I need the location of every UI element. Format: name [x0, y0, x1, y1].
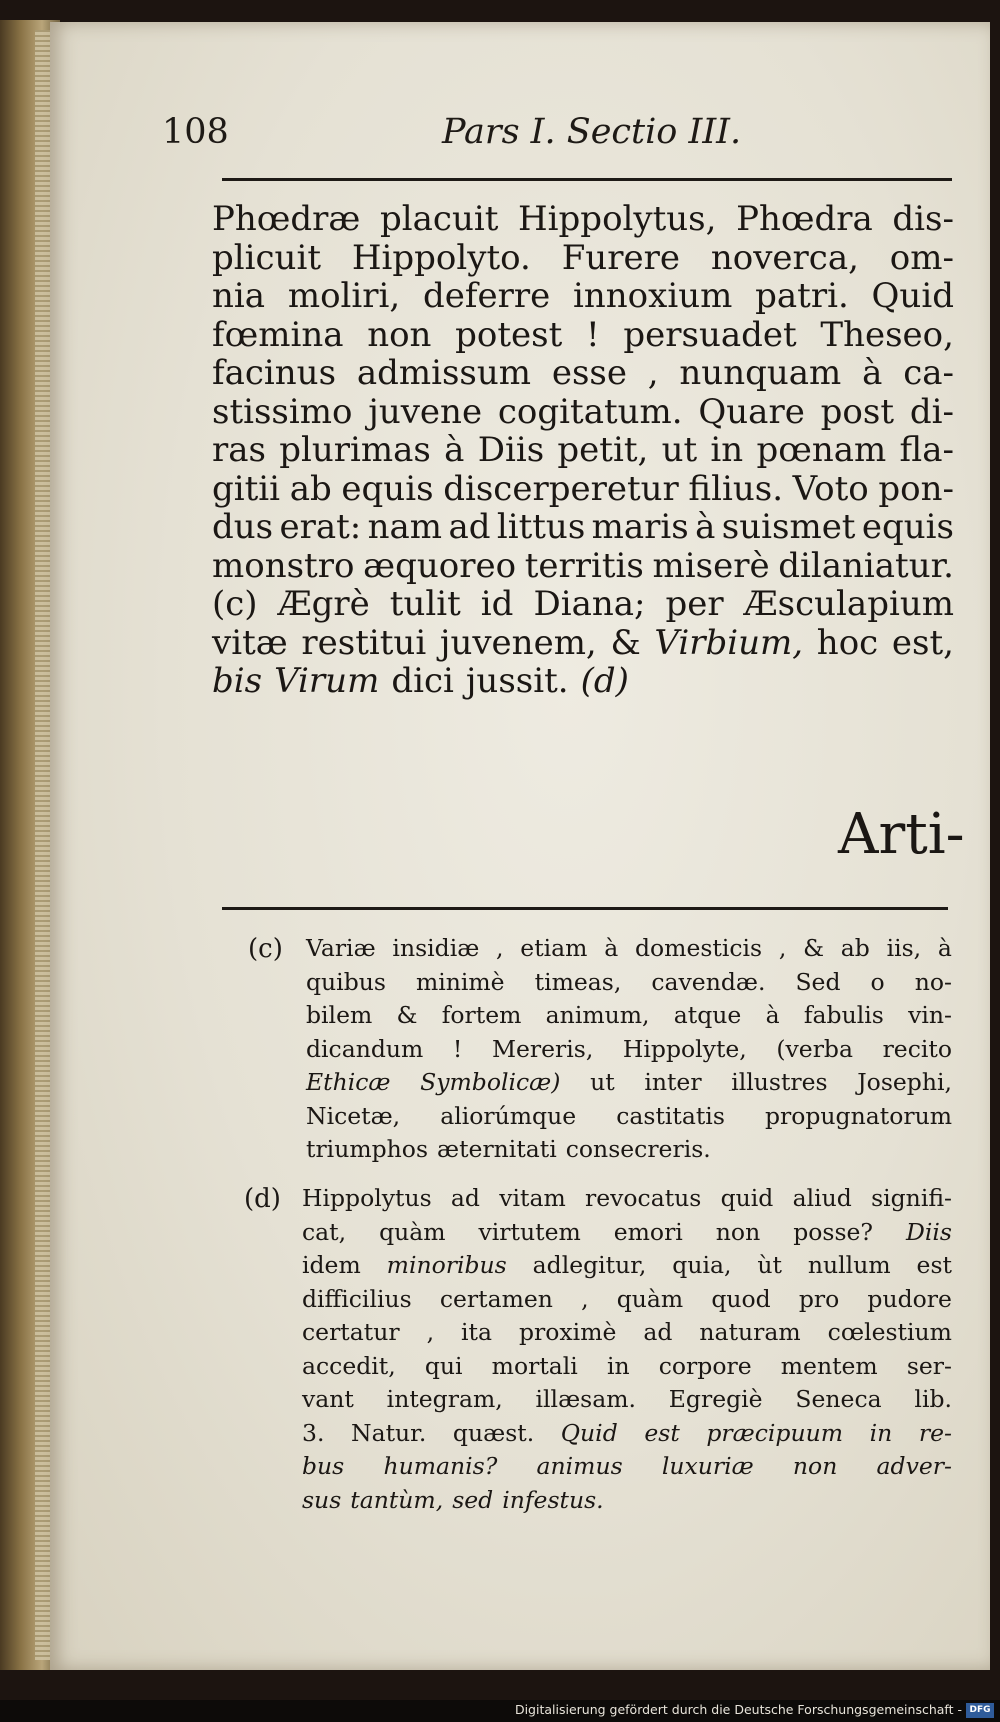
word: nunquam [679, 353, 842, 393]
word: facinus [212, 353, 337, 393]
word: Quare [698, 391, 805, 432]
word: juvene [368, 391, 483, 432]
word: per [665, 584, 724, 624]
word: animum, [545, 1001, 650, 1029]
word: equis [861, 507, 954, 547]
word: vin- [908, 1001, 952, 1029]
dfg-logo: DFG [966, 1703, 994, 1718]
word: gitii [212, 468, 281, 509]
word: certamen [439, 1284, 553, 1313]
word: Nicetæ, [306, 1101, 401, 1130]
text-line [302, 1182, 952, 1216]
word: fœmina [212, 314, 344, 355]
word: ad [448, 507, 491, 547]
page-number: 108 [162, 112, 229, 152]
word: illæsam. [535, 1385, 636, 1413]
text-line [302, 1216, 952, 1250]
word: & [610, 622, 641, 663]
word: Virbium, [654, 622, 804, 663]
word: mortali [491, 1351, 578, 1380]
header-rule [222, 178, 952, 181]
word: Quid [871, 276, 954, 316]
text-line [212, 239, 954, 278]
text-line [306, 1100, 952, 1134]
word: sed [452, 1485, 494, 1514]
word: , [581, 1284, 589, 1313]
word: insidiæ [392, 934, 480, 962]
text-line [212, 200, 954, 239]
word: bus [302, 1452, 345, 1480]
word: Hippolyto. [351, 237, 531, 278]
word: pon- [878, 468, 954, 509]
word: (d) [580, 661, 629, 701]
word: est [644, 1418, 680, 1447]
text-line [212, 431, 954, 470]
text-line [212, 547, 954, 586]
word: dici [391, 661, 454, 701]
word: minimè [415, 967, 505, 996]
word: dicandum [306, 1034, 424, 1063]
word: quid [720, 1184, 774, 1212]
running-title: Pars I. Sectio III. [442, 112, 742, 152]
word: integram, [386, 1385, 503, 1413]
word: moliri, [287, 276, 401, 316]
word: , [647, 353, 659, 393]
text-line [306, 1033, 952, 1067]
word: Egregiè [668, 1385, 763, 1413]
word: accedit, [302, 1351, 396, 1380]
word: cavendæ. [651, 967, 766, 996]
word: recito [882, 1034, 952, 1063]
word: Ægrè [277, 584, 370, 624]
word: domesticis [634, 934, 763, 962]
word: equis [341, 468, 434, 509]
word: ad [643, 1318, 673, 1346]
word: id [480, 584, 514, 624]
word: virtutem [478, 1217, 581, 1246]
word: hoc [816, 622, 879, 663]
word: & [803, 934, 825, 962]
word: , [778, 934, 787, 962]
word: bilem [306, 1001, 373, 1029]
word: ser- [906, 1351, 952, 1380]
word: maris [591, 507, 689, 547]
word: iis, [886, 934, 922, 962]
catchword: Arti- [838, 802, 965, 867]
text-line [212, 585, 954, 624]
word: Hippolytus, [518, 199, 717, 239]
word: ad [450, 1184, 480, 1212]
footnote-d [302, 1182, 952, 1517]
word: est [916, 1251, 952, 1279]
word: tulit [389, 584, 461, 624]
word: re- [918, 1418, 952, 1447]
word: quibus [306, 967, 386, 996]
word: pudore [867, 1284, 952, 1313]
text-line [306, 1133, 952, 1167]
word: non [792, 1452, 838, 1480]
word: est, [891, 622, 954, 663]
word: noverca, [710, 237, 859, 278]
word: sus [302, 1485, 342, 1514]
word: illustres [731, 1068, 828, 1096]
word: triumphos [306, 1135, 428, 1163]
word: quod [711, 1284, 771, 1313]
text-line [302, 1316, 952, 1350]
word: Ethicæ [306, 1068, 391, 1096]
word: à [937, 934, 952, 962]
word: jussit. [465, 661, 569, 701]
word: Æsculapium [743, 584, 954, 624]
word: esse [551, 353, 627, 393]
text-line [302, 1249, 952, 1283]
word: Voto [792, 468, 869, 509]
word: certatur [302, 1318, 400, 1346]
word: timeas, [534, 967, 622, 996]
word: Quid [560, 1418, 618, 1447]
footnote-c-label: (c) [248, 934, 283, 964]
word: humanis? [383, 1452, 498, 1480]
word: adver- [876, 1452, 952, 1480]
word: lib. [914, 1385, 952, 1413]
word: om- [889, 237, 954, 278]
footnote-c [306, 932, 952, 1167]
text-line [212, 470, 954, 509]
word: littus [496, 507, 586, 547]
word: 3. [302, 1418, 325, 1447]
word: atque [673, 1001, 742, 1029]
word: , [496, 934, 504, 962]
text-line [302, 1283, 952, 1317]
word: tantùm, [350, 1485, 444, 1514]
word: dis- [892, 199, 954, 239]
word: petit, [557, 430, 649, 470]
text-line [212, 277, 954, 316]
word: minoribus [386, 1251, 507, 1279]
word: luxuriæ [661, 1452, 754, 1480]
footnote-d-label: (d) [244, 1184, 281, 1214]
word: aliorúmque [440, 1101, 577, 1130]
word: Hippolyte, [622, 1034, 747, 1063]
word: nia [212, 276, 266, 316]
word: patri. [755, 276, 849, 316]
word: cat, [302, 1217, 347, 1246]
word: qui [424, 1351, 463, 1380]
word: ras [212, 430, 266, 470]
word: aliud [792, 1184, 852, 1212]
word: in [869, 1418, 893, 1447]
word: ita [461, 1318, 493, 1346]
word: revocatus [584, 1184, 702, 1212]
word: Symbolicæ) [420, 1068, 561, 1096]
word: ca- [903, 353, 954, 393]
word: fabulis [803, 1001, 884, 1029]
word: æquoreo [363, 545, 517, 586]
text-line [302, 1350, 952, 1384]
word: (c) [212, 584, 258, 624]
word: miserè [652, 545, 770, 586]
word: proximè [519, 1318, 617, 1346]
word: etiam [520, 934, 588, 962]
word: pœnam [756, 430, 887, 470]
word: non [715, 1217, 761, 1246]
word: castitatis [616, 1101, 725, 1130]
word: placuit [380, 199, 499, 239]
word: nam [367, 507, 443, 547]
word: à [765, 1001, 780, 1029]
word: innoxium [573, 276, 733, 316]
word: propugnatorum [764, 1101, 952, 1130]
word: Mereris, [491, 1034, 594, 1063]
page-header [162, 112, 762, 162]
text-line [212, 354, 954, 393]
word: corpore [658, 1351, 752, 1380]
word: à [695, 507, 716, 547]
word: ut [590, 1068, 615, 1096]
word: restitui [301, 622, 427, 663]
word: cogitatum. [497, 391, 683, 432]
word: Diana; [533, 584, 646, 624]
word: difficilius [302, 1284, 412, 1313]
word: plicuit [212, 237, 321, 278]
word: (verba [776, 1034, 853, 1063]
footnote-separator-rule [222, 907, 948, 910]
word: monstro [212, 545, 355, 586]
word: fortem [441, 1001, 522, 1029]
word: in [710, 430, 744, 470]
word: à [604, 934, 619, 962]
word: Virum [274, 661, 380, 701]
word: persuadet [623, 314, 797, 355]
word: post [820, 391, 894, 432]
word: Theseo, [820, 314, 954, 355]
word: in [606, 1351, 630, 1380]
word: Diis [905, 1217, 952, 1246]
word: o [870, 967, 885, 996]
word: suismet [721, 507, 856, 547]
word: bis [212, 661, 263, 701]
word: æternitati [437, 1135, 557, 1163]
word: mentem [780, 1351, 878, 1380]
word: & [396, 1001, 418, 1029]
word: Seneca [795, 1385, 882, 1413]
word: quàm [379, 1217, 446, 1246]
word: Furere [561, 237, 680, 278]
word: præcipuum [706, 1418, 844, 1447]
word: vitæ [212, 622, 288, 663]
word: , [426, 1318, 435, 1346]
word: inter [644, 1068, 702, 1096]
word: posse? [793, 1217, 874, 1246]
word: naturam [699, 1318, 801, 1346]
word: consecreris. [565, 1135, 711, 1163]
word: non [367, 314, 432, 355]
word: Natur. [351, 1418, 427, 1447]
text-line [302, 1417, 952, 1451]
word: à [444, 430, 465, 470]
word: cœlestium [827, 1318, 952, 1346]
word: Hippolytus [302, 1184, 432, 1212]
word: vitam [499, 1184, 566, 1212]
word: plurimas [279, 430, 431, 470]
word: ab [289, 468, 332, 509]
word: pro [798, 1284, 840, 1313]
word: di- [909, 391, 954, 432]
word: filius. [688, 468, 784, 509]
word: emori [613, 1217, 683, 1246]
word: no- [914, 967, 952, 996]
text-line [306, 1066, 952, 1100]
word: ! [452, 1034, 463, 1063]
text-line [302, 1450, 952, 1484]
text-line [302, 1484, 952, 1518]
word: stissimo [212, 391, 353, 432]
funding-credit: Digitalisierung gefördert durch die Deutsche Forschungsgemeinschaft - [514, 1702, 962, 1717]
word: idem [302, 1251, 361, 1279]
word: Diis [477, 430, 545, 470]
text-line [306, 966, 952, 1000]
word: Phœdra [736, 199, 873, 239]
word: erat: [279, 507, 362, 547]
word: quæst. [452, 1418, 535, 1447]
word: Phœdræ [212, 199, 361, 239]
word: ùt [757, 1251, 782, 1279]
word: ab [840, 934, 870, 962]
word: vant [302, 1385, 354, 1413]
text-line [306, 932, 952, 966]
text-line [306, 999, 952, 1033]
word: ! [586, 314, 600, 355]
text-line [212, 662, 954, 701]
word: deferre [423, 276, 551, 316]
text-line [212, 393, 954, 432]
word: juvenem, [439, 622, 597, 663]
word: quàm [616, 1284, 684, 1313]
word: Josephi, [857, 1068, 952, 1096]
word: à [862, 353, 883, 393]
word: Variæ [306, 934, 376, 962]
word: animus [536, 1452, 623, 1480]
word: ut [661, 430, 698, 470]
word: territis [524, 545, 644, 586]
word: fla- [899, 430, 954, 470]
text-line [212, 624, 954, 663]
word: adlegitur, [532, 1251, 647, 1279]
word: nullum [807, 1251, 891, 1279]
word: dus [212, 507, 274, 547]
word: Sed [795, 967, 841, 996]
main-text-block [212, 200, 954, 701]
text-line [212, 316, 954, 355]
text-line [212, 508, 954, 547]
word: discerperetur [443, 468, 679, 509]
text-line [302, 1383, 952, 1417]
word: infestus. [502, 1485, 604, 1514]
word: potest [455, 314, 563, 355]
word: signifi- [871, 1184, 952, 1212]
word: admissum [356, 353, 532, 393]
word: quia, [672, 1251, 732, 1279]
word: dilaniatur. [778, 545, 954, 586]
